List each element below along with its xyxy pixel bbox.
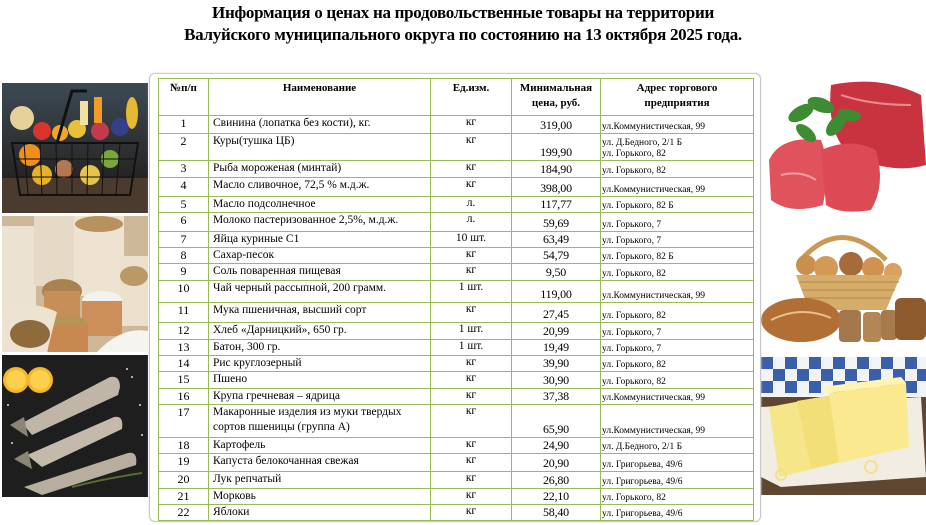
address-line: ул.Коммунистическая, 99 bbox=[602, 393, 706, 403]
store-address bbox=[601, 438, 754, 454]
product-name-line: Сахар-песок bbox=[213, 249, 275, 261]
product-name-line: Рыба мороженая (минтай) bbox=[213, 162, 342, 174]
address-line: ул.Коммунистическая, 99 bbox=[602, 185, 706, 195]
table-row bbox=[159, 323, 754, 340]
table-row bbox=[159, 340, 754, 356]
product-name bbox=[209, 303, 431, 323]
min-price: 24,90 bbox=[512, 438, 601, 454]
table-row bbox=[159, 405, 754, 438]
table-row bbox=[159, 372, 754, 389]
product-name bbox=[209, 232, 431, 248]
product-name-line-2: сортов пшеницы (группа А) bbox=[213, 421, 350, 433]
unit: л. bbox=[431, 197, 512, 213]
store-address bbox=[601, 116, 754, 134]
product-name bbox=[209, 178, 431, 197]
row-number: 18 bbox=[159, 438, 209, 454]
product-name bbox=[209, 438, 431, 454]
row-number: 5 bbox=[159, 197, 209, 213]
min-price: 119,00 bbox=[512, 281, 601, 303]
unit: кг bbox=[431, 116, 512, 134]
product-name-line: Свинина (лопатка без кости), кг. bbox=[213, 117, 371, 129]
unit: 1 шт. bbox=[431, 323, 512, 340]
unit: кг bbox=[431, 372, 512, 389]
photo-raw-meat bbox=[761, 75, 926, 217]
store-address bbox=[601, 161, 754, 178]
product-name bbox=[209, 405, 431, 438]
min-price: 22,10 bbox=[512, 489, 601, 505]
product-name-line: Куры(тушка ЦБ) bbox=[213, 135, 295, 147]
address-line: ул. Горького, 82 bbox=[602, 311, 666, 321]
table-row bbox=[159, 281, 754, 303]
product-name bbox=[209, 281, 431, 303]
unit: кг bbox=[431, 161, 512, 178]
row-number: 15 bbox=[159, 372, 209, 389]
table-row bbox=[159, 472, 754, 489]
product-name-line: Лук репчатый bbox=[213, 473, 282, 485]
table-row bbox=[159, 438, 754, 454]
product-name bbox=[209, 505, 431, 521]
product-name-line: Масло сливочное, 72,5 % м.д.ж. bbox=[213, 179, 370, 191]
row-number: 21 bbox=[159, 489, 209, 505]
table-row bbox=[159, 489, 754, 505]
store-address bbox=[601, 405, 754, 438]
product-name-line: Морковь bbox=[213, 490, 256, 502]
header-name: Наименование bbox=[209, 79, 431, 116]
min-price: 20,90 bbox=[512, 454, 601, 472]
table-row bbox=[159, 116, 754, 134]
product-name bbox=[209, 264, 431, 281]
product-name bbox=[209, 356, 431, 372]
store-address bbox=[601, 213, 754, 232]
table-row bbox=[159, 134, 754, 161]
store-address bbox=[601, 356, 754, 372]
address-line: ул. Горького, 82 bbox=[602, 493, 666, 503]
product-name-line: Пшено bbox=[213, 373, 248, 385]
address-line-2: ул. Горького, 82 bbox=[602, 149, 666, 159]
store-address bbox=[601, 281, 754, 303]
row-number: 1 bbox=[159, 116, 209, 134]
store-address bbox=[601, 323, 754, 340]
min-price: 20,99 bbox=[512, 323, 601, 340]
table-row bbox=[159, 197, 754, 213]
product-name-line: Масло подсолнечное bbox=[213, 198, 316, 210]
address-line: ул. Горького, 82 bbox=[602, 360, 666, 370]
table-row bbox=[159, 303, 754, 323]
min-price: 199,90 bbox=[512, 134, 601, 161]
product-name-line: Макаронные изделия из муки твердых bbox=[213, 406, 402, 418]
header-number: №п/п bbox=[159, 79, 209, 116]
product-name-line: Соль поваренная пищевая bbox=[213, 265, 341, 277]
address-line: ул. Горького, 7 bbox=[602, 344, 662, 354]
row-number: 22 bbox=[159, 505, 209, 521]
row-number: 8 bbox=[159, 248, 209, 264]
product-name bbox=[209, 213, 431, 232]
address-line: ул. Григорьева, 49/6 bbox=[602, 477, 683, 487]
product-name bbox=[209, 161, 431, 178]
unit: 10 шт. bbox=[431, 232, 512, 248]
address-line: ул.Коммунистическая, 99 bbox=[602, 291, 706, 301]
store-address bbox=[601, 264, 754, 281]
min-price: 30,90 bbox=[512, 372, 601, 389]
store-address bbox=[601, 197, 754, 213]
table-row bbox=[159, 213, 754, 232]
address-line: ул. Д.Бедного, 2/1 Б bbox=[602, 138, 683, 148]
table-header-row bbox=[159, 79, 754, 116]
unit: кг bbox=[431, 489, 512, 505]
row-number: 10 bbox=[159, 281, 209, 303]
min-price: 19,49 bbox=[512, 340, 601, 356]
photo-bread-basket bbox=[761, 220, 926, 354]
store-address bbox=[601, 340, 754, 356]
row-number: 2 bbox=[159, 134, 209, 161]
photo-butter bbox=[761, 357, 926, 495]
table-row bbox=[159, 389, 754, 405]
unit: кг bbox=[431, 303, 512, 323]
row-number: 4 bbox=[159, 178, 209, 197]
unit: кг bbox=[431, 472, 512, 489]
product-name bbox=[209, 134, 431, 161]
product-name bbox=[209, 248, 431, 264]
row-number: 9 bbox=[159, 264, 209, 281]
address-line: ул. Горького, 82 Б bbox=[602, 252, 674, 262]
row-number: 16 bbox=[159, 389, 209, 405]
product-name bbox=[209, 372, 431, 389]
unit: кг bbox=[431, 178, 512, 197]
product-name-line: Яйца куриные С1 bbox=[213, 233, 300, 245]
product-name bbox=[209, 323, 431, 340]
header-address: Адрес торгового предприятия bbox=[601, 79, 754, 116]
product-name-line: Молоко пастеризованное 2,5%, м.д.ж. bbox=[213, 214, 399, 226]
min-price: 27,45 bbox=[512, 303, 601, 323]
header-unit: Ед.изм. bbox=[431, 79, 512, 116]
store-address bbox=[601, 489, 754, 505]
store-address bbox=[601, 505, 754, 521]
store-address bbox=[601, 472, 754, 489]
unit: кг bbox=[431, 389, 512, 405]
unit: кг bbox=[431, 505, 512, 521]
unit: кг bbox=[431, 438, 512, 454]
table-row bbox=[159, 178, 754, 197]
unit: 1 шт. bbox=[431, 340, 512, 356]
product-name-line: Батон, 300 гр. bbox=[213, 341, 281, 353]
unit: 1 шт. bbox=[431, 281, 512, 303]
min-price: 65,90 bbox=[512, 405, 601, 438]
row-number: 6 bbox=[159, 213, 209, 232]
unit: кг bbox=[431, 454, 512, 472]
photo-grocery-basket bbox=[2, 83, 148, 213]
min-price: 39,90 bbox=[512, 356, 601, 372]
product-name-line: Капуста белокочанная свежая bbox=[213, 455, 359, 467]
product-name bbox=[209, 472, 431, 489]
store-address bbox=[601, 248, 754, 264]
product-name bbox=[209, 489, 431, 505]
min-price: 184,90 bbox=[512, 161, 601, 178]
product-name-line: Хлеб «Дарницкий», 650 гр. bbox=[213, 324, 347, 336]
store-address bbox=[601, 232, 754, 248]
min-price: 319,00 bbox=[512, 116, 601, 134]
address-line: ул. Горького, 82 bbox=[602, 377, 666, 387]
address-line: ул.Коммунистическая, 99 bbox=[602, 122, 706, 132]
photo-grain-sacks bbox=[2, 216, 148, 352]
price-table bbox=[158, 78, 754, 521]
table-row bbox=[159, 454, 754, 472]
address-line: ул.Коммунистическая, 99 bbox=[602, 426, 706, 436]
product-name-line: Яблоки bbox=[213, 506, 250, 518]
address-line: ул. Горького, 7 bbox=[602, 220, 662, 230]
address-line: ул. Горького, 82 bbox=[602, 166, 666, 176]
row-number: 12 bbox=[159, 323, 209, 340]
min-price: 63,49 bbox=[512, 232, 601, 248]
product-name-line: Картофель bbox=[213, 439, 266, 451]
address-line: ул. Горького, 82 bbox=[602, 269, 666, 279]
page-title bbox=[0, 2, 926, 46]
row-number: 11 bbox=[159, 303, 209, 323]
address-line: ул. Григорьева, 49/6 bbox=[602, 460, 683, 470]
address-line: ул. Д.Бедного, 2/1 Б bbox=[602, 442, 683, 452]
title-line-1: Информация о ценах на продовольственные товары на территории bbox=[212, 3, 714, 22]
store-address bbox=[601, 454, 754, 472]
table-row bbox=[159, 248, 754, 264]
product-name bbox=[209, 116, 431, 134]
store-address bbox=[601, 372, 754, 389]
address-line: ул. Горького, 82 Б bbox=[602, 201, 674, 211]
product-name bbox=[209, 197, 431, 213]
product-name bbox=[209, 340, 431, 356]
store-address bbox=[601, 178, 754, 197]
product-name-line: Чай черный рассыпной, 200 грамм. bbox=[213, 282, 387, 294]
product-name bbox=[209, 454, 431, 472]
min-price: 117,77 bbox=[512, 197, 601, 213]
address-line: ул. Григорьева, 49/6 bbox=[602, 509, 683, 519]
row-number: 3 bbox=[159, 161, 209, 178]
address-line: ул. Горького, 7 bbox=[602, 328, 662, 338]
table-row bbox=[159, 356, 754, 372]
unit: кг bbox=[431, 264, 512, 281]
row-number: 19 bbox=[159, 454, 209, 472]
unit: кг bbox=[431, 134, 512, 161]
title-line-2: Валуйского муниципального округа по состоянию на 13 октября 2025 года. bbox=[184, 25, 742, 44]
unit: кг bbox=[431, 356, 512, 372]
photo-frozen-fish bbox=[2, 355, 148, 497]
store-address bbox=[601, 134, 754, 161]
min-price: 9,50 bbox=[512, 264, 601, 281]
product-name-line: Мука пшеничная, высший сорт bbox=[213, 304, 367, 316]
row-number: 14 bbox=[159, 356, 209, 372]
table-row bbox=[159, 232, 754, 248]
unit: кг bbox=[431, 248, 512, 264]
min-price: 26,80 bbox=[512, 472, 601, 489]
min-price: 398,00 bbox=[512, 178, 601, 197]
table-row bbox=[159, 505, 754, 521]
product-name-line: Крупа гречневая – ядрица bbox=[213, 390, 340, 402]
address-line: ул. Горького, 7 bbox=[602, 236, 662, 246]
min-price: 58,40 bbox=[512, 505, 601, 521]
min-price: 37,38 bbox=[512, 389, 601, 405]
min-price: 59,69 bbox=[512, 213, 601, 232]
row-number: 13 bbox=[159, 340, 209, 356]
table-row bbox=[159, 264, 754, 281]
header-min-price: Минимальная цена, руб. bbox=[512, 79, 601, 116]
row-number: 20 bbox=[159, 472, 209, 489]
table-row bbox=[159, 161, 754, 178]
unit: л. bbox=[431, 213, 512, 232]
product-name-line: Рис круглозерный bbox=[213, 357, 302, 369]
store-address bbox=[601, 389, 754, 405]
min-price: 54,79 bbox=[512, 248, 601, 264]
product-name bbox=[209, 389, 431, 405]
store-address bbox=[601, 303, 754, 323]
row-number: 17 bbox=[159, 405, 209, 438]
row-number: 7 bbox=[159, 232, 209, 248]
unit: кг bbox=[431, 405, 512, 438]
